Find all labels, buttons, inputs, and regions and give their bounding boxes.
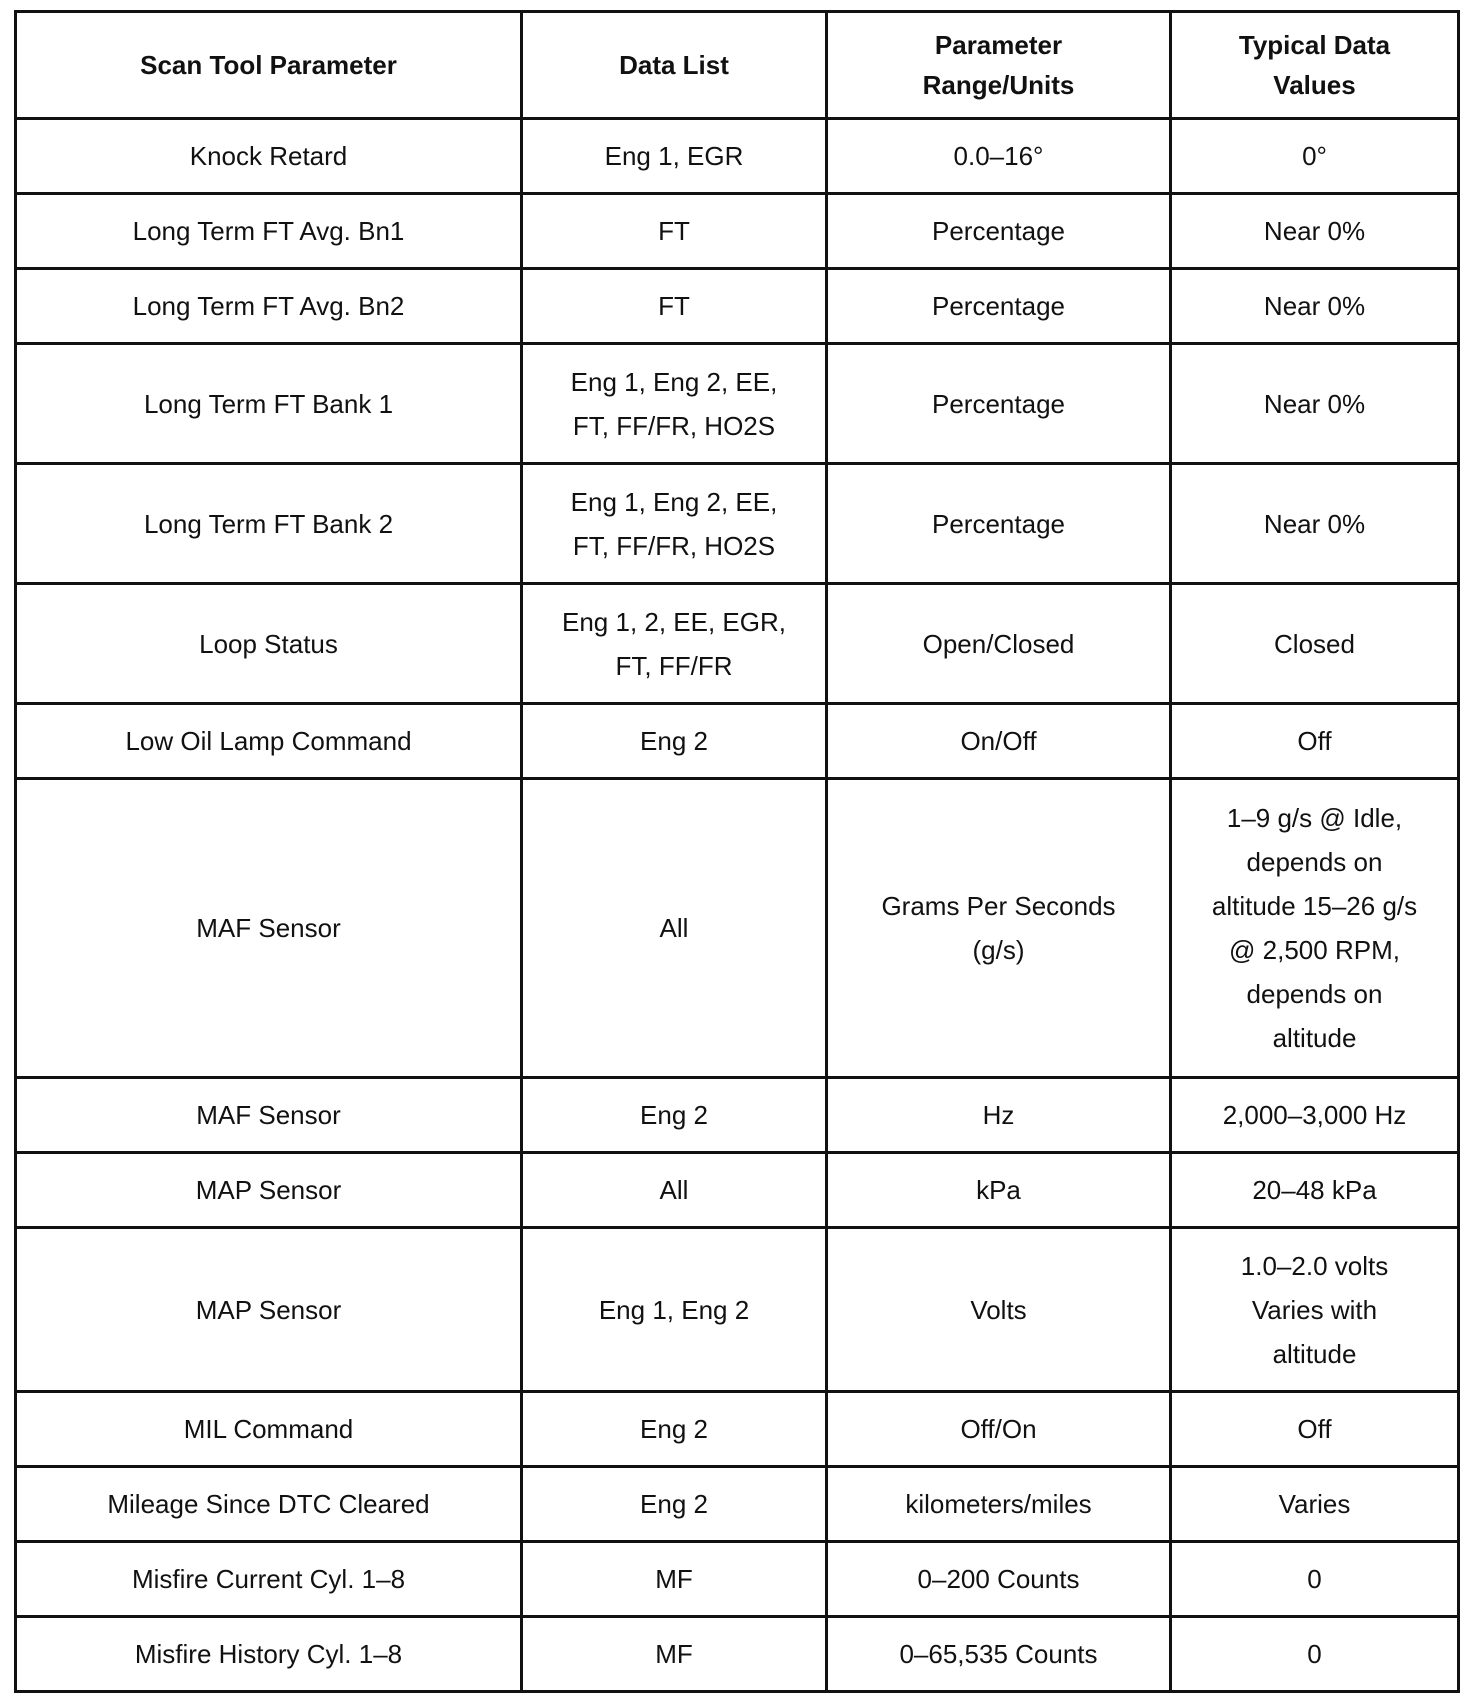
typical-data-values-cell (1171, 344, 1459, 464)
data-list-cell (522, 119, 827, 194)
typical-data-values-cell (1171, 779, 1459, 1078)
cell-text: Percentage (932, 388, 1065, 419)
cell-text: 20–48 kPa (1252, 1175, 1377, 1205)
cell-text: MAF Sensor (196, 913, 341, 943)
cell-text: Long Term FT Avg. Bn1 (132, 216, 405, 246)
data-list-cell (522, 1392, 827, 1467)
scan-tool-parameter-cell (16, 1153, 522, 1228)
typical-data-values-cell (1171, 1392, 1459, 1467)
table-row (16, 1228, 1459, 1392)
table-row (16, 704, 1459, 779)
cell-text: MF (655, 1564, 693, 1594)
cell-text: Off (1297, 1414, 1332, 1444)
cell-text: Long Term FT Bank 1 (143, 388, 394, 419)
typical-data-values-cell (1171, 119, 1459, 194)
parameter-range-units-cell (827, 1153, 1171, 1228)
table-row (16, 1153, 1459, 1228)
parameter-range-units-cell (827, 119, 1171, 194)
cell-text: MAF Sensor (196, 1100, 341, 1130)
cell-text: Eng 1, Eng 2, EE, (570, 366, 778, 397)
scan-tool-parameter-cell (16, 119, 522, 194)
cell-text: Eng 2 (640, 726, 708, 756)
table-row (16, 1392, 1459, 1467)
data-list-cell (522, 1617, 827, 1692)
parameter-range-units-cell (827, 344, 1171, 464)
scan-tool-parameter-cell (16, 1392, 522, 1467)
cell-text: Grams Per Seconds (881, 891, 1116, 921)
cell-text: Near 0% (1263, 388, 1366, 419)
cell-text: FT (658, 291, 690, 321)
scan-tool-parameter-cell (16, 1617, 522, 1692)
cell-text: Eng 2 (640, 1100, 708, 1130)
header-row (16, 12, 1459, 119)
cell-text: MAP Sensor (195, 1175, 342, 1205)
table-row (16, 194, 1459, 269)
cell-text: Eng 1, Eng 2, EE, (570, 486, 778, 517)
header-text: Parameter (934, 30, 1063, 60)
typical-data-values-cell (1171, 1617, 1459, 1692)
header-text: Scan Tool Parameter (140, 50, 397, 80)
cell-text: Off (1297, 726, 1332, 756)
data-list-cell (522, 269, 827, 344)
cell-text: Near 0% (1263, 291, 1366, 321)
scan-tool-parameter-cell (16, 344, 522, 464)
cell-text: Open/Closed (922, 628, 1075, 659)
header-text: Data List (619, 50, 729, 80)
scan-tool-parameter-cell (16, 1078, 522, 1153)
parameter-range-units-cell (827, 1467, 1171, 1542)
data-list-cell (522, 1078, 827, 1153)
table-row (16, 779, 1459, 1078)
scan-tool-parameter-cell (16, 194, 522, 269)
cell-text: 0 (1307, 1639, 1322, 1669)
cell-text: All (659, 1175, 689, 1205)
data-list-cell (522, 1467, 827, 1542)
table-row (16, 1078, 1459, 1153)
cell-text: Near 0% (1263, 216, 1366, 246)
data-list-cell (522, 779, 827, 1078)
cell-text: depends on (1246, 979, 1383, 1009)
cell-text: Hz (982, 1100, 1015, 1130)
cell-text: @ 2,500 RPM, (1229, 935, 1400, 965)
table-row (16, 1467, 1459, 1542)
typical-data-values-cell (1171, 704, 1459, 779)
cell-text: On/Off (960, 726, 1037, 756)
parameter-range-units-cell (827, 1617, 1171, 1692)
header-typical-data-values (1171, 12, 1459, 119)
scan-tool-parameter-cell (16, 269, 522, 344)
cell-text: Loop Status (199, 628, 338, 659)
table-row (16, 584, 1459, 704)
data-list-cell (522, 584, 827, 704)
cell-text: Eng 1, Eng 2 (598, 1294, 750, 1325)
header-text: Values (1273, 70, 1356, 100)
typical-data-values-cell (1171, 1542, 1459, 1617)
cell-text: Knock Retard (189, 141, 348, 171)
parameter-range-units-cell (827, 1542, 1171, 1617)
typical-data-values-cell (1171, 1153, 1459, 1228)
cell-text: MIL Command (183, 1414, 354, 1444)
cell-text: Varies with (1251, 1294, 1378, 1325)
cell-text: Percentage (932, 291, 1065, 321)
typical-data-values-cell (1171, 1078, 1459, 1153)
table-row (16, 1542, 1459, 1617)
parameter-range-units-cell (827, 269, 1171, 344)
cell-text: Misfire History Cyl. 1–8 (134, 1639, 403, 1669)
scan-tool-parameter-cell (16, 704, 522, 779)
typical-data-values-cell (1171, 194, 1459, 269)
cell-text: Eng 1, EGR (604, 141, 744, 171)
table-row (16, 1617, 1459, 1692)
parameter-range-units-cell (827, 779, 1171, 1078)
cell-text: altitude (1272, 1023, 1357, 1053)
cell-text: All (659, 913, 689, 943)
header-text: Range/Units (922, 70, 1075, 100)
cell-text: Varies (1278, 1489, 1351, 1519)
cell-text: Mileage Since DTC Cleared (107, 1489, 430, 1519)
cell-text: altitude 15–26 g/s (1211, 891, 1418, 921)
data-list-cell (522, 1153, 827, 1228)
cell-text: (g/s) (972, 935, 1025, 965)
cell-text: 1–9 g/s @ Idle, (1226, 803, 1403, 833)
cell-text: Percentage (932, 508, 1065, 539)
table-header (16, 12, 1459, 119)
cell-text: 1.0–2.0 volts (1240, 1250, 1389, 1281)
cell-text: Off/On (960, 1414, 1037, 1444)
cell-text: Volts (970, 1294, 1027, 1325)
cell-text: Eng 1, 2, EE, EGR, (562, 606, 786, 637)
cell-text: kPa (976, 1175, 1021, 1205)
data-list-cell (522, 1228, 827, 1392)
header-data-list (522, 12, 827, 119)
typical-data-values-cell (1171, 269, 1459, 344)
header-parameter-range-units (827, 12, 1171, 119)
cell-text: Eng 2 (640, 1414, 708, 1444)
typical-data-values-cell (1171, 584, 1459, 704)
scan-tool-parameter-cell (16, 1228, 522, 1392)
cell-text: 0–200 Counts (917, 1564, 1080, 1594)
cell-text: Misfire Current Cyl. 1–8 (131, 1564, 406, 1594)
scan-tool-parameter-cell (16, 584, 522, 704)
cell-text: 2,000–3,000 Hz (1222, 1100, 1407, 1130)
table-row (16, 119, 1459, 194)
header-text: Typical Data (1238, 30, 1391, 60)
cell-text: Near 0% (1263, 508, 1366, 539)
cell-text: FT, FF/FR, HO2S (572, 410, 776, 441)
cell-text: MF (655, 1639, 693, 1669)
scan-tool-parameter-cell (16, 779, 522, 1078)
scan-tool-parameter-table (14, 10, 1460, 1693)
typical-data-values-cell (1171, 464, 1459, 584)
data-list-cell (522, 1542, 827, 1617)
cell-text: FT (658, 216, 690, 246)
cell-text: 0.0–16° (953, 141, 1044, 171)
data-list-cell (522, 194, 827, 269)
cell-text: Low Oil Lamp Command (125, 726, 412, 756)
parameter-range-units-cell (827, 1392, 1171, 1467)
scan-tool-parameter-cell (16, 1542, 522, 1617)
cell-text: 0 (1307, 1564, 1322, 1594)
cell-text: kilometers/miles (905, 1489, 1092, 1519)
table-body (16, 119, 1459, 1692)
parameter-range-units-cell (827, 1228, 1171, 1392)
cell-text: 0° (1302, 141, 1327, 171)
cell-text: Eng 2 (640, 1489, 708, 1519)
parameter-range-units-cell (827, 1078, 1171, 1153)
cell-text: FT, FF/FR, HO2S (572, 530, 776, 561)
header-scan-tool-parameter (16, 12, 522, 119)
parameter-range-units-cell (827, 464, 1171, 584)
cell-text: 0–65,535 Counts (899, 1639, 1098, 1669)
table-row (16, 344, 1459, 464)
table-row (16, 464, 1459, 584)
data-list-cell (522, 344, 827, 464)
cell-text: Closed (1274, 628, 1355, 659)
typical-data-values-cell (1171, 1228, 1459, 1392)
data-list-cell (522, 704, 827, 779)
table-row (16, 269, 1459, 344)
cell-text: MAP Sensor (195, 1294, 342, 1325)
parameter-range-units-cell (827, 584, 1171, 704)
parameter-range-units-cell (827, 704, 1171, 779)
parameter-range-units-cell (827, 194, 1171, 269)
cell-text: altitude (1272, 1338, 1357, 1369)
data-list-cell (522, 464, 827, 584)
cell-text: Percentage (932, 216, 1065, 246)
cell-text: Long Term FT Avg. Bn2 (132, 291, 405, 321)
scan-tool-parameter-cell (16, 464, 522, 584)
scan-tool-parameter-cell (16, 1467, 522, 1542)
typical-data-values-cell (1171, 1467, 1459, 1542)
cell-text: FT, FF/FR (615, 650, 733, 681)
cell-text: depends on (1246, 847, 1383, 877)
cell-text: Long Term FT Bank 2 (143, 508, 394, 539)
